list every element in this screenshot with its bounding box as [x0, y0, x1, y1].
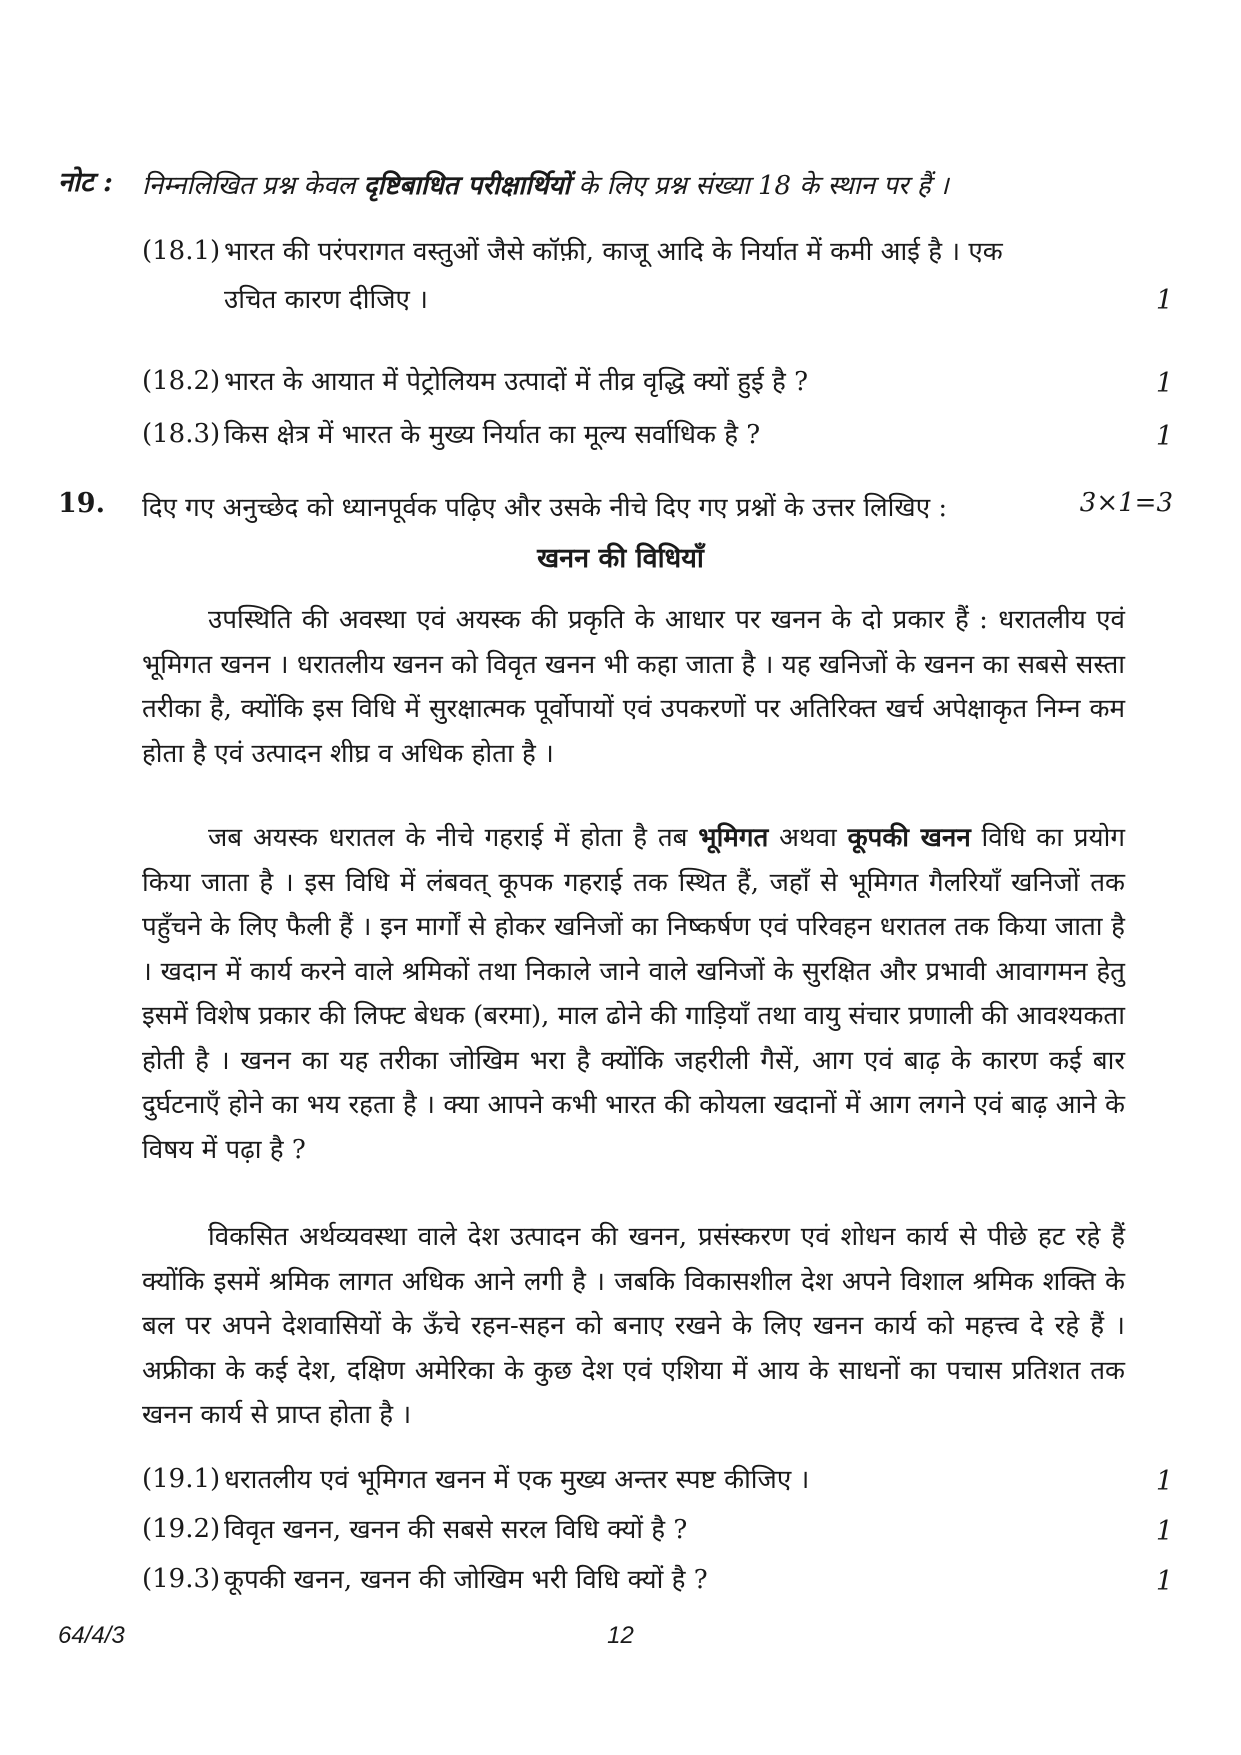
q18-2-text: भारत के आयात में पेट्रोलियम उत्पादों में तीव्र वृद्धि क्यों हुई है ? — [224, 367, 809, 397]
q19-number: 19. — [58, 488, 105, 519]
passage-paragraph-2: जब अयस्क धरातल के नीचे गहराई में होता है तब भूमिगत अथवा कूपकी खनन विधि का प्रयोग किया जाता है । इस विधि में लंबवत् कूपक गहराई तक स्थित हैं, जहाँ से भूमिगत गैलरियाँ खनिजों तक पहुँचने के लिए फैली हैं । इन मार्गों से होकर खनिजों का निष्कर्षण एवं परिवहन धरातल तक किया जाता है । खदान में कार्य करने वाले श्रमिकों तथा निकाले जाने वाले खनिजों के सुरक्षित और प्रभावी आवागमन हेतु इसमें विशेष प्रकार की लिफ्ट बेधक (बरमा), माल ढोने की गाड़ियाँ तथा वायु संचार प्रणाली की आवश्यकता होती है । खनन का यह तरीका जोखिम भरा है क्योंकि जहरीली गैसें, आग एवं बाढ़ के कारण कई बार दुर्घटनाएँ होने का भय रहता है । क्या आपने कभी भारत की कोयला खदानों में आग लगने एवं बाढ़ आने के विषय में पढ़ा है ? — [142, 823, 1126, 1165]
note-bold-text: दृष्टिबाधित परीक्षार्थियों — [363, 171, 571, 201]
note-text: निम्नलिखित प्रश्न केवल दृष्टिबाधित परीक्षार्थियों के लिए प्रश्न संख्या 18 के स्थान पर हैं । — [142, 171, 949, 201]
q18-1-text-cont: उचित कारण दीजिए । — [224, 285, 429, 315]
page-number: 12 — [607, 1622, 634, 1649]
paper-code: 64/4/3 — [58, 1622, 125, 1649]
passage-paragraph-1: उपस्थिति की अवस्था एवं अयस्क की प्रकृति के आधार पर खनन के दो प्रकार हैं : धरातलीय एवं भूमिगत खनन । धरातलीय खनन को विवृत खनन भी कहा जाता है । यह खनिजों के खनन का सबसे सस्ता तरीका है, क्योंकि इस विधि में सुरक्षात्मक पूर्वोपायों एवं उपकरणों पर अतिरिक्त खर्च अपेक्षाकृत निम्न कम होता है एवं उत्पादन शीघ्र व अधिक होता है । — [142, 605, 1125, 769]
q19-3-marks: 1 — [1155, 1566, 1173, 1597]
q19-2-marks: 1 — [1155, 1516, 1173, 1547]
q19-2-number: (19.2) — [142, 1514, 221, 1544]
passage-heading: खनन की विधियाँ — [537, 543, 704, 574]
q18-3-marks: 1 — [1155, 421, 1173, 452]
q19-3-number: (19.3) — [142, 1564, 221, 1594]
q18-2-marks: 1 — [1155, 368, 1173, 399]
q19-1-number: (19.1) — [142, 1464, 221, 1494]
q19-3-text: कूपकी खनन, खनन की जोखिम भरी विधि क्यों है ? — [224, 1565, 708, 1595]
note-label: नोट : — [58, 167, 113, 198]
bold-term-underground: भूमिगत — [698, 823, 769, 853]
q18-2-number: (18.2) — [142, 366, 221, 396]
q19-marks: 3×1=3 — [1079, 488, 1173, 518]
q19-instruction: दिए गए अनुच्छेद को ध्यानपूर्वक पढ़िए और उसके नीचे दिए गए प्रश्नों के उत्तर लिखिए : — [142, 493, 948, 523]
q18-1-text: भारत की परंपरागत वस्तुओं जैसे कॉफ़ी, काजू आदि के निर्यात में कमी आई है । एक — [224, 237, 1003, 267]
q19-2-text: विवृत खनन, खनन की सबसे सरल विधि क्यों है ? — [224, 1515, 688, 1545]
q19-1-marks: 1 — [1155, 1466, 1173, 1497]
q18-1-number: (18.1) — [142, 236, 221, 266]
q18-3-text: किस क्षेत्र में भारत के मुख्य निर्यात का मूल्य सर्वाधिक है ? — [224, 420, 761, 450]
q18-3-number: (18.3) — [142, 419, 221, 449]
passage-paragraph-3: विकसित अर्थव्यवस्था वाले देश उत्पादन की खनन, प्रसंस्करण एवं शोधन कार्य से पीछे हट रहे हैं क्योंकि इसमें श्रमिक लागत अधिक आने लगी है । जबकि विकासशील देश अपने विशाल श्रमिक शक्ति के बल पर अपने देशवासियों के ऊँचे रहन-सहन को बनाए रखने के लिए खनन कार्य को महत्त्व दे रहे हैं । अफ्रीका के कई देश, दक्षिण अमेरिका के कुछ देश एवं एशिया में आय के साधनों का पचास प्रतिशत तक खनन कार्य से प्राप्त होता है । — [142, 1222, 1125, 1430]
q18-1-marks: 1 — [1155, 285, 1173, 316]
bold-term-shaft-mining: कूपकी खनन — [847, 823, 971, 853]
q19-1-text: धरातलीय एवं भूमिगत खनन में एक मुख्य अन्तर स्पष्ट कीजिए । — [224, 1465, 810, 1495]
